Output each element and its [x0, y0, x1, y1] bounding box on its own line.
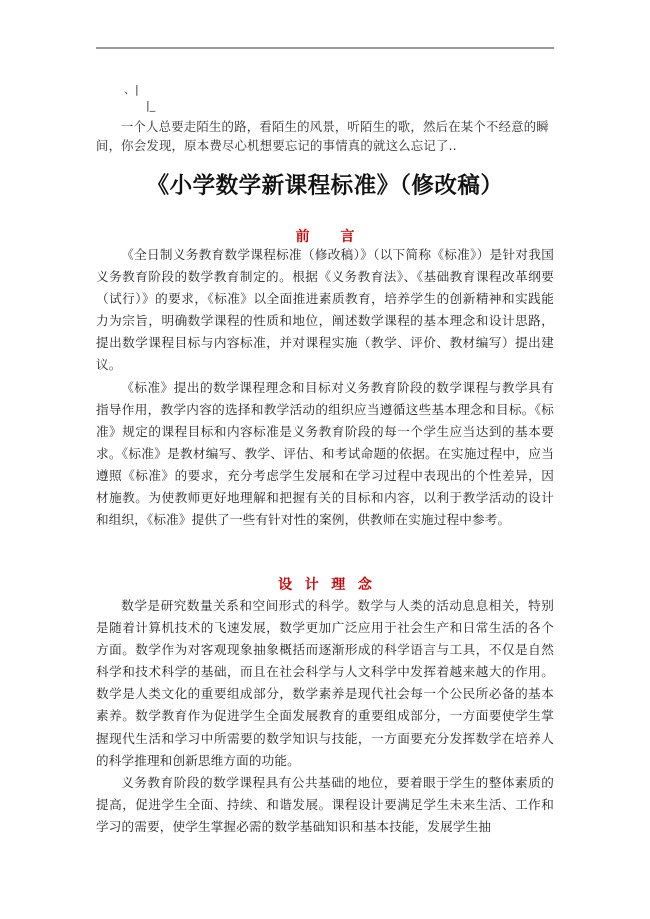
section-body-design-concept [96, 595, 554, 838]
design-paragraph-2: 义务教育阶段的数学课程具有公共基础的地位，要着眼于学生的整体素质的提高，促进学生全面、持续、和谐发展。课程设计要满足学生未来生活、工作和学习的需要，使学生掌握必需的数学基础知识和基本技能，发展学生抽 [96, 774, 554, 834]
header-rule [96, 47, 554, 49]
preface-paragraph-1: 《全日制义务教育数学课程标准（修改稿）》（以下简称《标准》）是针对我国义务教育阶段的数学教育制定的。根据《义务教育法》、《基础教育课程改革纲要（试行）》的要求，《标准》以全面推进素质教育，培养学生的创新精神和实践能力为宗旨，明确数学课程的性质和地位，阐述数学课程的基本理念和设计思路，提出数学课程目标与内容标准，并对课程实施（教学、评价、教材编写）提出建议。 [96, 247, 554, 373]
intro-text: 一个人总要走陌生的路，看陌生的风景，听陌生的歌，然后在某个不经意的瞬间，你会发现，原本费尽心机想要忘记的事情真的就这么忘记了.. [96, 119, 549, 153]
section-body-preface [96, 244, 554, 531]
section-heading-design-concept: 设计理念 [278, 577, 385, 593]
header-mark-top: 、| [124, 83, 139, 96]
design-paragraph-1: 数学是研究数量关系和空间形式的科学。数学与人类的活动息息相关，特别是随着计算机技术的飞速发展，数学更加广泛应用于社会生产和日常生活的各个方面。数学作为对客观现象抽象概括而逐渐形成的科学语言与工具，不仅是自然科学和技术科学的基础，而且在社会科学与人文科学中发挥着越来越大的作用。数学是人类文化的重要组成部分，数学素养是现代社会每一个公民所必备的基本素养。数学教育作为促进学生全面发展教育的重要组成部分，一方面要使学生掌握现代生活和学习中所需要的数学知识与技能，一方面要充分发挥数学在培养人的科学推理和创新思维方面的功能。 [96, 598, 554, 768]
section-heading-preface: 前言 [295, 229, 386, 245]
header-mark-bottom: |_ [146, 99, 156, 112]
document-title: 《小学数学新课程标准》（修改稿） [146, 173, 504, 199]
preface-paragraph-2: 《标准》提出的数学课程理念和目标对义务教育阶段的数学课程与教学具有指导作用，教学内容的选择和教学活动的组织应当遵循这些基本理念和目标。《标准》规定的课程目标和内容标准是义务教育阶段的每一个学生应当达到的基本要求。《标准》是教材编写、教学、评估、和考试命题的依据。在实施过程中，应当遵照《标准》的要求，充分考虑学生发展和在学习过程中表现出的个性差异，因材施教。为使教师更好地理解和把握有关的目标和内容，以利于教学活动的设计和组织，《标准》提供了一些有针对性的案例，供教师在实施过程中参考。 [96, 379, 554, 528]
